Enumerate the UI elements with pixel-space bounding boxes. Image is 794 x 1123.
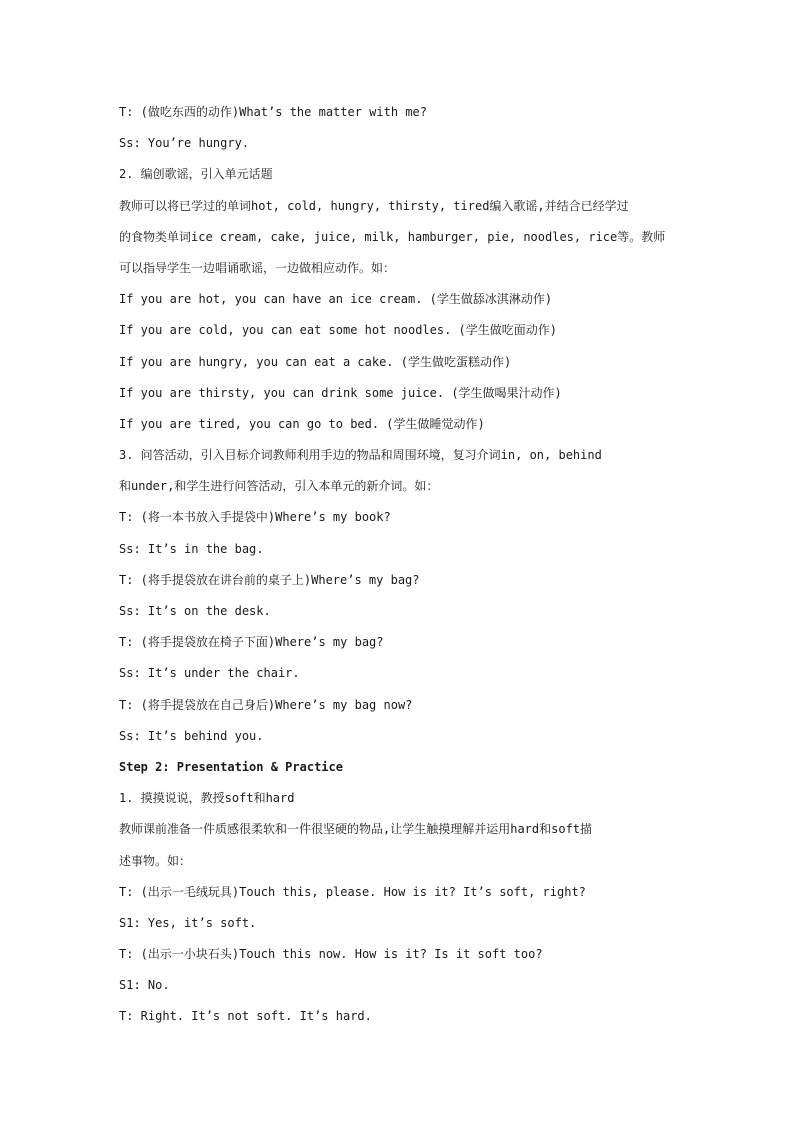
- text-line: 教师课前准备一件质感很柔软和一件很坚硬的物品,让学生触摸理解并运用hard和soft描: [119, 822, 593, 837]
- text-line: If you are cold, you can eat some hot noodles. (学生做吃面动作): [119, 323, 558, 338]
- text-line: S1: Yes, it’s soft.: [119, 915, 257, 930]
- text-line: 1. 摸摸说说，教授soft和hard: [119, 791, 295, 806]
- section-heading: Step 2: Presentation & Practice: [119, 759, 343, 774]
- text-line: If you are tired, you can go to bed. (学生做睡觉动作): [119, 416, 485, 431]
- text-line: Ss: It’s in the bag.: [119, 541, 264, 556]
- text-line: T: (将手提袋放在椅子下面)Where’s my bag?: [119, 635, 384, 650]
- text-line: T: (出示一小块石头)Touch this now. How is it? Is it soft too?: [119, 947, 543, 962]
- text-line: Ss: You’re hungry.: [119, 136, 250, 151]
- text-line: T: (做吃东西的动作)What’s the matter with me?: [119, 105, 427, 119]
- text-line: Ss: It’s under the chair.: [119, 666, 300, 681]
- text-line: If you are hot, you can have an ice cream. (学生做舔冰淇淋动作): [119, 292, 553, 307]
- text-line: T: (将手提袋放在讲台前的桌子上)Where’s my bag?: [119, 572, 420, 587]
- text-line: 和under,和学生进行问答活动，引入本单元的新介词。如：: [119, 479, 439, 494]
- text-line: S1: No.: [119, 978, 170, 993]
- text-line: T: (将手提袋放在自己身后)Where’s my bag now?: [119, 697, 413, 712]
- text-line: Ss: It’s on the desk.: [119, 604, 271, 618]
- text-line: Ss: It’s behind you.: [119, 728, 264, 743]
- document-body: [119, 97, 679, 1033]
- text-line: 2. 编创歌谣，引入单元话题: [119, 167, 273, 182]
- text-line: 述事物。如：: [119, 853, 192, 868]
- text-line: 的食物类单词ice cream, cake, juice, milk, hamburger, pie, noodles, rice等。教师: [119, 229, 666, 244]
- text-line: T: (将一本书放入手提袋中)Where’s my book?: [119, 510, 391, 525]
- text-line: 3. 问答活动，引入目标介词教师利用手边的物品和周围环境，复习介词in, on, behind: [119, 448, 602, 463]
- text-line: 教师可以将已学过的单词hot, cold, hungry, thirsty, tired编入歌谣,并结合已经学过: [119, 198, 629, 213]
- text-line: T: (出示一毛绒玩具)Touch this, please. How is it? It’s soft, right?: [119, 884, 586, 899]
- text-line: If you are thirsty, you can drink some juice. (学生做喝果汁动作): [119, 385, 562, 400]
- text-line: T: Right. It’s not soft. It’s hard.: [119, 1009, 372, 1024]
- text-line: 可以指导学生一边唱诵歌谣，一边做相应动作。如：: [119, 260, 396, 275]
- text-line: If you are hungry, you can eat a cake. (学生做吃蛋糕动作): [119, 354, 512, 369]
